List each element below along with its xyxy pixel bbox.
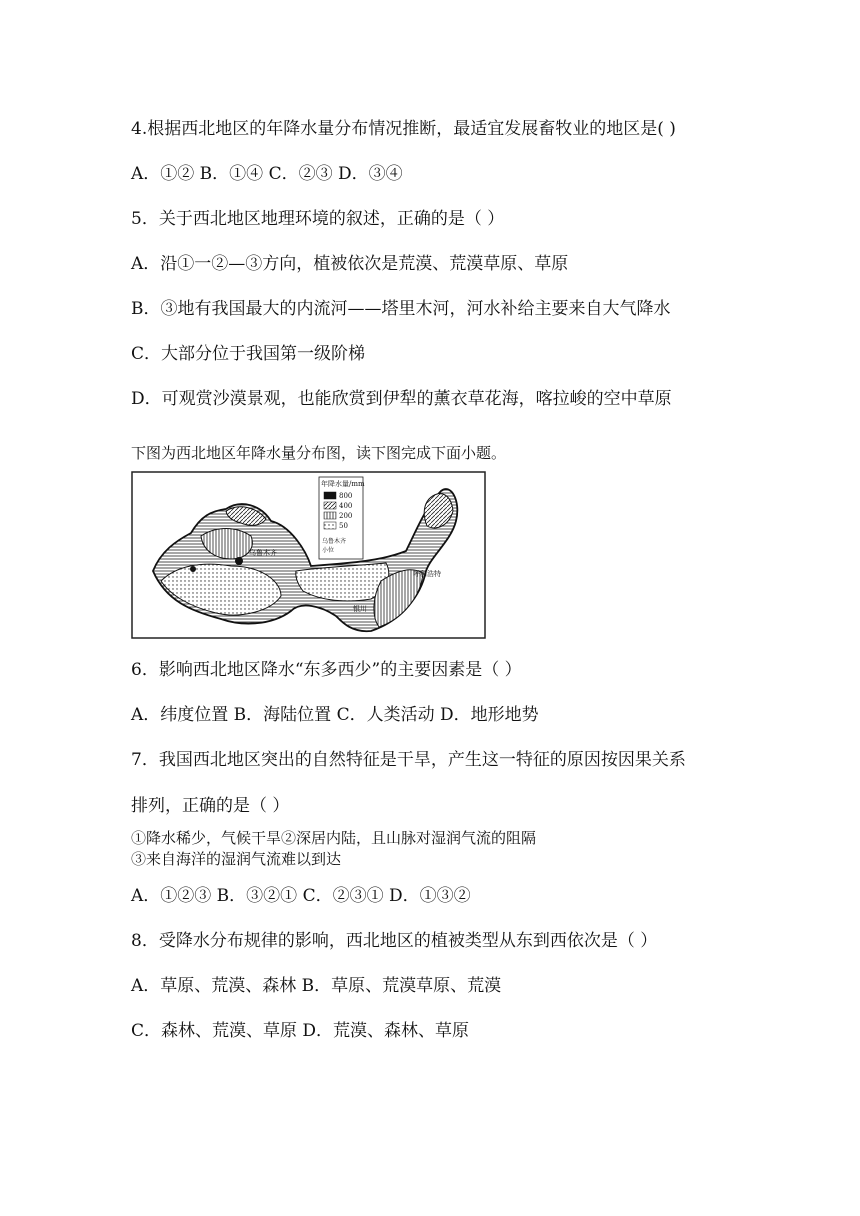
q6-stem: 6．影响西北地区降水“东多西少”的主要因素是（ ） bbox=[131, 660, 522, 680]
legend-label-400: 400 bbox=[339, 502, 353, 510]
q5-option-b: B．③地有我国最大的内流河——塔里木河，河水补给主要来自大气降水 bbox=[131, 299, 671, 319]
q7-options: A．①②③ B．③②① C．②③① D．①③② bbox=[131, 886, 471, 906]
q4-stem: 4.根据西北地区的年降水量分布情况推断，最适宜发展畜牧业的地区是( ) bbox=[131, 119, 676, 139]
q6-options: A．纬度位置 B．海陆位置 C．人类活动 D．地形地势 bbox=[131, 705, 539, 725]
q7-item-1: ①降水稀少，气候干旱②深居内陆，且山脉对湿润气流的阻隔 bbox=[131, 829, 537, 847]
q5-option-d: D．可观赏沙漠景观，也能欣赏到伊犁的薰衣草花海，喀拉峻的空中草原 bbox=[131, 389, 672, 409]
legend-title: 年降水量/mm bbox=[321, 480, 365, 488]
legend-note: 小位 bbox=[322, 547, 335, 554]
legend-label-200: 200 bbox=[339, 512, 353, 520]
map-legend bbox=[319, 477, 365, 559]
wet-spot bbox=[190, 566, 196, 572]
q7-stem-continued: 排列，正确的是（ ） bbox=[131, 796, 290, 816]
city-label-hohhot: 呼和浩特 bbox=[413, 570, 441, 578]
wet-spot bbox=[235, 557, 243, 565]
q7-item-2: ③来自海洋的湿润气流难以到达 bbox=[131, 850, 342, 868]
city-label-yinchuan: 银川 bbox=[353, 605, 367, 613]
legend-swatch-200 bbox=[324, 512, 336, 519]
precipitation-map bbox=[131, 471, 486, 639]
q8-options-1: A．草原、荒漠、森林 B．草原、荒漠草原、荒漠 bbox=[131, 976, 502, 996]
map-intro: 下图为西北地区年降水量分布图，读下图完成下面小题。 bbox=[131, 444, 507, 462]
legend-label-50: 50 bbox=[339, 522, 348, 530]
legend-swatch-800 bbox=[324, 492, 336, 499]
q5-option-a: A．沿①一②—③方向，植被依次是荒漠、荒漠草原、草原 bbox=[131, 254, 569, 274]
q7-stem: 7．我国西北地区突出的自然特征是干旱，产生这一特征的原因按因果关系 bbox=[131, 750, 686, 770]
legend-swatch-400 bbox=[324, 502, 336, 509]
legend-swatch-50 bbox=[324, 522, 336, 529]
q5-stem: 5．关于西北地区地理环境的叙述，正确的是（ ） bbox=[131, 209, 505, 229]
q5-option-c: C．大部分位于我国第一级阶梯 bbox=[131, 344, 366, 364]
q8-stem: 8．受降水分布规律的影响，西北地区的植被类型从东到西依次是（ ） bbox=[131, 931, 658, 951]
q4-options: A．①② B．①④ C．②③ D．③④ bbox=[131, 164, 403, 184]
q8-options-2: C．森林、荒漠、草原 D．荒漠、森林、草原 bbox=[131, 1021, 470, 1041]
city-label-urumqi: 乌鲁木齐 bbox=[249, 549, 277, 557]
legend-label-800: 800 bbox=[339, 492, 353, 500]
legend-note: 乌鲁木齐 bbox=[322, 538, 347, 545]
